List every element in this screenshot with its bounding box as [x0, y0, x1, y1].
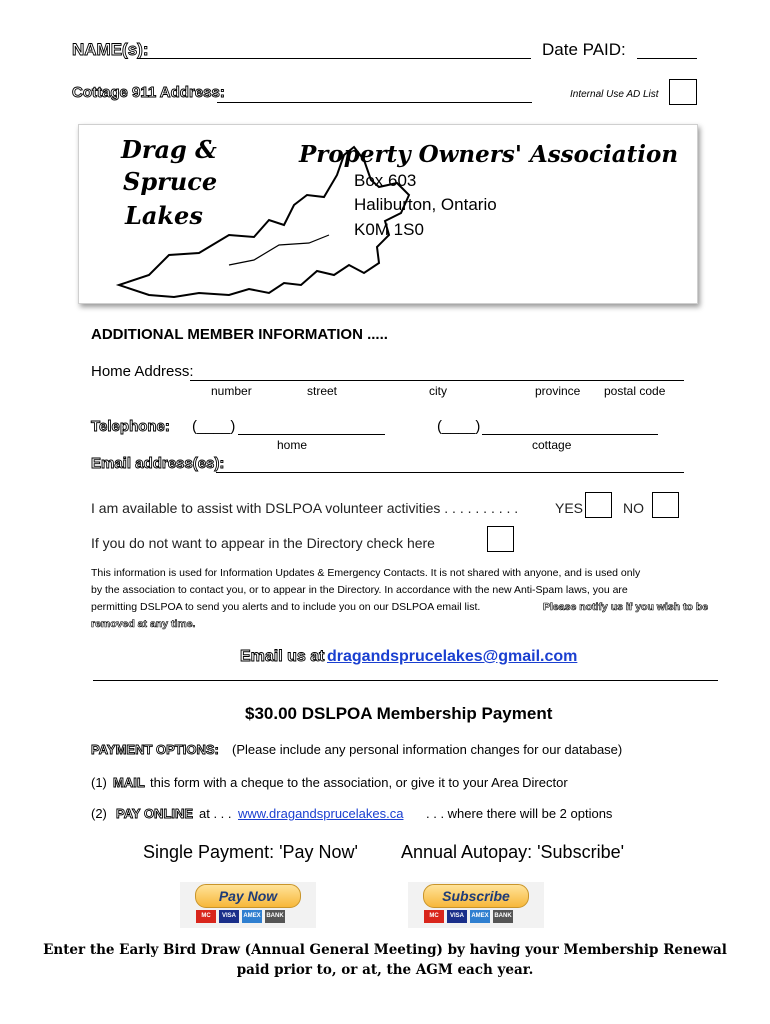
- home-address-field[interactable]: [190, 364, 684, 381]
- logo-address-line-1: Box 603: [354, 171, 417, 190]
- privacy-line-2: by the association to contact you, or to appear in the Directory. In accordance with the new Anti-Spam laws, you are: [91, 584, 628, 596]
- telephone-label: Telephone:: [91, 418, 170, 435]
- cottage-address-field[interactable]: [217, 86, 532, 103]
- bank-icon: BANK: [493, 910, 513, 923]
- privacy-line-3b: Please notify us if you wish to be: [543, 601, 709, 613]
- email-label: Email address(es):: [91, 455, 225, 472]
- association-logo: [78, 124, 698, 304]
- logo-address-line-2: Haliburton, Ontario: [354, 195, 497, 214]
- home-address-label: Home Address:: [91, 363, 194, 380]
- payment-title: $30.00 DSLPOA Membership Payment: [245, 704, 553, 723]
- cottage-phone-caption: cottage: [532, 438, 572, 452]
- option-1-text: this form with a cheque to the association, or give it to your Area Director: [150, 775, 568, 790]
- annual-autopay-label: Annual Autopay: 'Subscribe': [401, 842, 625, 862]
- volunteer-text: I am available to assist with DSLPOA volunteer activities . . . . . . . . . .: [91, 500, 519, 516]
- option-2-prefix: (2): [91, 806, 107, 821]
- email-us-link[interactable]: dragandsprucelakes@gmail.com: [327, 648, 578, 665]
- option-1-mail: MAIL: [113, 775, 145, 790]
- subscribe-button[interactable]: [408, 882, 544, 928]
- addr-street-caption: street: [307, 384, 338, 398]
- addr-postal-caption: postal code: [604, 384, 666, 398]
- amex-icon: AMEX: [470, 910, 490, 923]
- addr-city-caption: city: [429, 384, 447, 398]
- mastercard-icon: MC: [424, 910, 444, 923]
- internal-use-checkbox[interactable]: [669, 79, 697, 105]
- bank-icon: BANK: [265, 910, 285, 923]
- home-phone-field[interactable]: [238, 419, 385, 435]
- cottage-phone-field[interactable]: [482, 419, 658, 435]
- logo-org-name: Property Owners' Association: [299, 141, 679, 168]
- card-logos: [196, 910, 285, 923]
- date-paid-field[interactable]: [637, 42, 697, 59]
- option-2-suffix: . . . where there will be 2 options: [426, 806, 613, 821]
- section-title: ADDITIONAL MEMBER INFORMATION .....: [91, 326, 388, 343]
- website-link[interactable]: www.dragandsprucelakes.ca: [238, 806, 404, 821]
- addr-province-caption: province: [535, 384, 581, 398]
- yes-label: YES: [555, 500, 584, 516]
- home-area-code: (____): [192, 418, 236, 435]
- home-phone-caption: home: [277, 438, 308, 452]
- logo-line-spruce: Spruce: [123, 167, 218, 196]
- date-paid-label: Date PAID:: [542, 40, 626, 59]
- privacy-line-3: permitting DSLPOA to send you alerts and to include you on our DSLPOA email list.: [91, 601, 481, 613]
- logo-line-lakes: Lakes: [125, 201, 203, 230]
- internal-use-label: Internal Use AD List: [570, 89, 659, 100]
- early-bird-line-2: paid prior to, or at, the AGM each year.: [236, 962, 534, 978]
- subscribe-label: Subscribe: [423, 884, 529, 908]
- mastercard-icon: MC: [196, 910, 216, 923]
- amex-icon: AMEX: [242, 910, 262, 923]
- visa-icon: VISA: [219, 910, 239, 923]
- no-checkbox[interactable]: [652, 492, 679, 518]
- early-bird-line-1: Enter the Early Bird Draw (Annual General Meeting) by having your Membership Renewal: [43, 942, 727, 958]
- yes-checkbox[interactable]: [585, 492, 612, 518]
- payment-options-note: (Please include any personal information changes for our database): [232, 742, 623, 757]
- privacy-line-4: removed at any time.: [91, 618, 196, 630]
- option-1-prefix: (1): [91, 775, 107, 790]
- directory-opt-out-checkbox[interactable]: [487, 526, 514, 552]
- privacy-line-1: This information is used for Information Updates & Emergency Contacts. It is not shared with anyone, and is used only: [91, 567, 641, 579]
- logo-line-drag: Drag &: [121, 135, 217, 164]
- email-us-label: Email us at: [240, 648, 325, 665]
- card-logos: [424, 910, 513, 923]
- addr-number-caption: number: [211, 384, 252, 398]
- separator-rule: [93, 666, 718, 681]
- cottage-address-label: Cottage 911 Address:: [72, 84, 225, 101]
- names-label: NAME(s):: [72, 40, 149, 59]
- pay-now-button[interactable]: [180, 882, 316, 928]
- payment-options-label: PAYMENT OPTIONS:: [91, 742, 219, 757]
- visa-icon: VISA: [447, 910, 467, 923]
- directory-text: If you do not want to appear in the Directory check here: [91, 535, 435, 551]
- no-label: NO: [623, 500, 644, 516]
- pay-now-label: Pay Now: [195, 884, 301, 908]
- single-payment-label: Single Payment: 'Pay Now': [143, 842, 358, 862]
- option-2-at: at . . .: [199, 806, 232, 821]
- names-field[interactable]: [137, 42, 531, 59]
- logo-address-line-3: K0M 1S0: [354, 220, 424, 239]
- cottage-area-code: (____): [437, 418, 481, 435]
- option-2-pay-online: PAY ONLINE: [116, 806, 194, 821]
- email-field[interactable]: [216, 457, 684, 473]
